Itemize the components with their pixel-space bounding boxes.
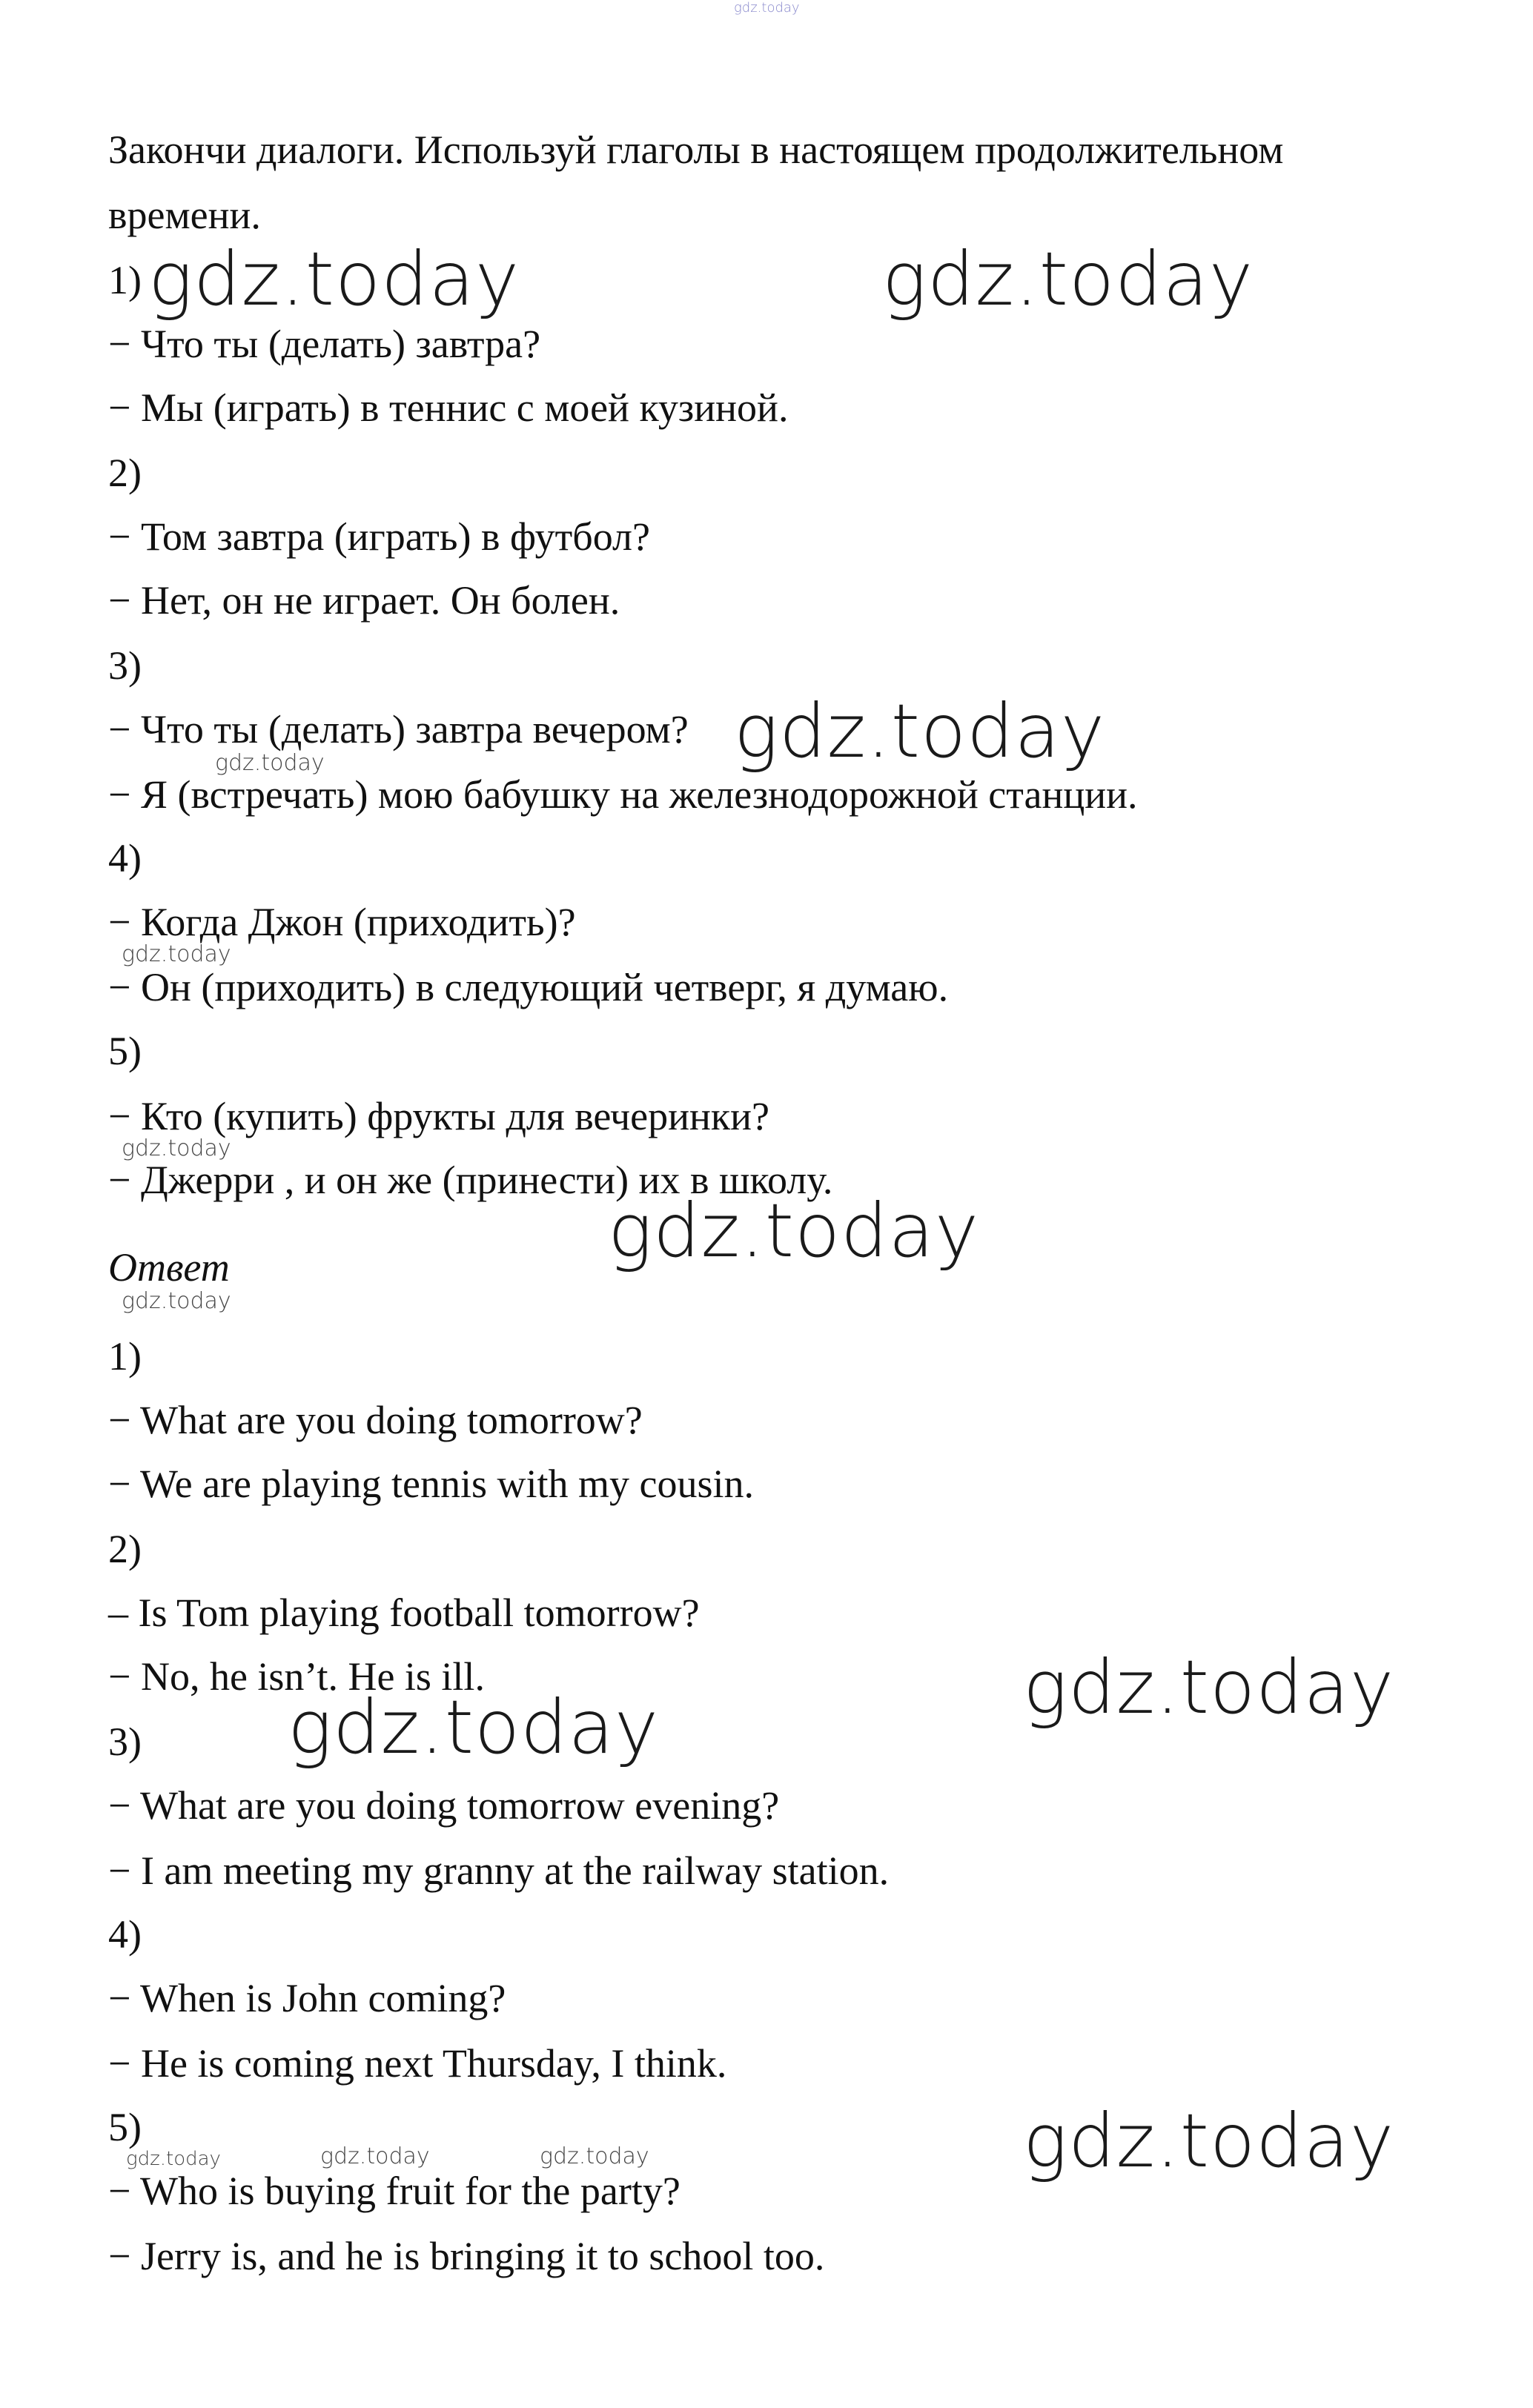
watermark-small: gdz.today xyxy=(126,2148,221,2170)
watermark-small: gdz.today xyxy=(320,2143,430,2169)
answer-d4-number: 4) xyxy=(108,1912,142,1957)
answer-d2-question: – Is Tom playing football tomorrow? xyxy=(108,1591,700,1635)
task-d5-number: 5) xyxy=(108,1029,142,1073)
task-d4-number: 4) xyxy=(108,836,142,880)
watermark-large: gdz.today xyxy=(1023,1644,1395,1731)
task-d5-question: − Кто (купить) фрукты для вечеринки? xyxy=(108,1094,770,1138)
answer-d5-question: − Who is buying fruit for the party? xyxy=(108,2169,681,2213)
task-d4-question: − Когда Джон (приходить)? xyxy=(108,900,576,944)
watermark-top: gdz.today xyxy=(734,0,800,16)
watermark-large: gdz.today xyxy=(608,1187,980,1274)
answer-d3-question: − What are you doing tomorrow evening? xyxy=(108,1783,780,1828)
watermark-small: gdz.today xyxy=(122,1288,231,1314)
task-d2-answer: − Нет, он не играет. Он болен. xyxy=(108,578,620,623)
task-d2-number: 2) xyxy=(108,451,142,495)
task-d4-answer: − Он (приходить) в следующий четверг, я думаю. xyxy=(108,965,949,1009)
task-intro-line1: Закончи диалоги. Используй глаголы в настоящем продолжительном xyxy=(108,127,1284,172)
answer-heading: Ответ xyxy=(108,1245,230,1290)
task-d1-number: 1) xyxy=(108,258,142,302)
watermark-small: gdz.today xyxy=(540,2143,649,2169)
task-d2-question: − Том завтра (играть) в футбол? xyxy=(108,514,650,559)
answer-d4-answer: − He is coming next Thursday, I think. xyxy=(108,2041,727,2086)
watermark-large: gdz.today xyxy=(734,688,1106,775)
task-d3-answer: − Я (встречать) мою бабушку на железнодорожной станции. xyxy=(108,772,1138,817)
watermark-large: gdz.today xyxy=(882,236,1254,322)
answer-d2-answer: − No, he isn’t. He is ill. xyxy=(108,1654,485,1699)
task-d1-question: − Что ты (делать) завтра? xyxy=(108,322,541,366)
answer-d3-answer: − I am meeting my granny at the railway station. xyxy=(108,1848,890,1893)
task-intro-line2: времени. xyxy=(108,193,261,237)
task-d3-question: − Что ты (делать) завтра вечером? xyxy=(108,707,689,752)
watermark-large: gdz.today xyxy=(148,236,520,322)
task-d5-answer: − Джерри , и он же (принести) их в школу. xyxy=(108,1158,833,1202)
watermark-large: gdz.today xyxy=(1023,2097,1395,2184)
task-d1-answer: − Мы (играть) в теннис с моей кузиной. xyxy=(108,385,789,430)
answer-d1-question: − What are you doing tomorrow? xyxy=(108,1398,643,1442)
answer-d4-question: − When is John coming? xyxy=(108,1976,506,2020)
task-d3-number: 3) xyxy=(108,643,142,688)
watermark-small: gdz.today xyxy=(122,1135,231,1161)
watermark-small: gdz.today xyxy=(215,750,325,776)
answer-d1-number: 1) xyxy=(108,1334,142,1379)
watermark-large: gdz.today xyxy=(288,1684,660,1771)
answer-d5-number: 5) xyxy=(108,2105,142,2149)
watermark-small: gdz.today xyxy=(122,941,231,967)
answer-d3-number: 3) xyxy=(108,1719,142,1764)
answer-d1-answer: − We are playing tennis with my cousin. xyxy=(108,1462,754,1506)
answer-d5-answer: − Jerry is, and he is bringing it to school too. xyxy=(108,2234,825,2278)
answer-d2-number: 2) xyxy=(108,1527,142,1571)
